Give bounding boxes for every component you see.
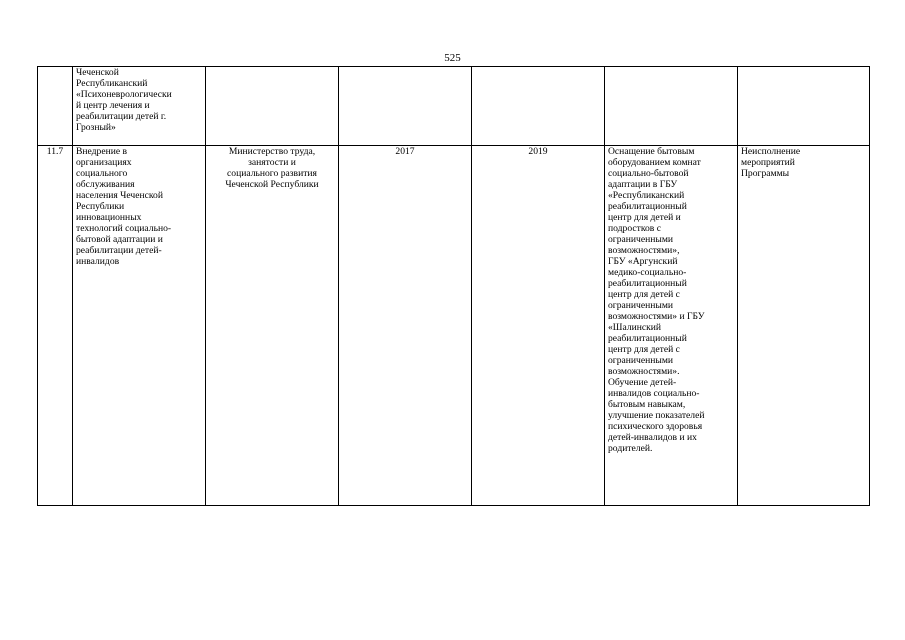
row-number-cell [38,67,73,146]
start-year-cell [339,67,472,146]
consequence-cell [738,67,870,146]
page-number: 525 [444,52,461,64]
expected-result-cell: Оснащение бытовым оборудованием комнат социально-бытовой адаптации в ГБУ «Республиканский реабилитационный центр для детей и подростков с ограниченными возможностями», ГБУ «Аргунский медико-социально- реабилитационный центр для детей с ограниченными возможностями» и ГБУ «Шалинский реабилитационный центр для детей с ограниченными возможностями». Обучение детей- инвалидов социально- бытовым навыкам, улучшение показателей психического здоровья детей-инвалидов и их родителей. [605,146,738,506]
program-table [37,66,870,506]
expected-result-cell [605,67,738,146]
executor-cell [206,67,339,146]
table-row [38,67,870,146]
row-number-cell: 11.7 [38,146,73,506]
measure-name-cell: Чеченской Республиканский «Психоневрологически й центр лечения и реабилитации детей г. Грозный» [73,67,206,146]
end-year-cell [472,67,605,146]
consequence-cell: Неисполнение мероприятий Программы [738,146,870,506]
end-year-cell: 2019 [472,146,605,506]
measure-name-cell: Внедрение в организациях социального обслуживания населения Чеченской Республики инновационных технологий социально- бытовой адаптации и реабилитации детей- инвалидов [73,146,206,506]
table-row [38,146,870,506]
executor-cell: Министерство труда, занятости и социального развития Чеченской Республики [206,146,339,506]
start-year-cell: 2017 [339,146,472,506]
